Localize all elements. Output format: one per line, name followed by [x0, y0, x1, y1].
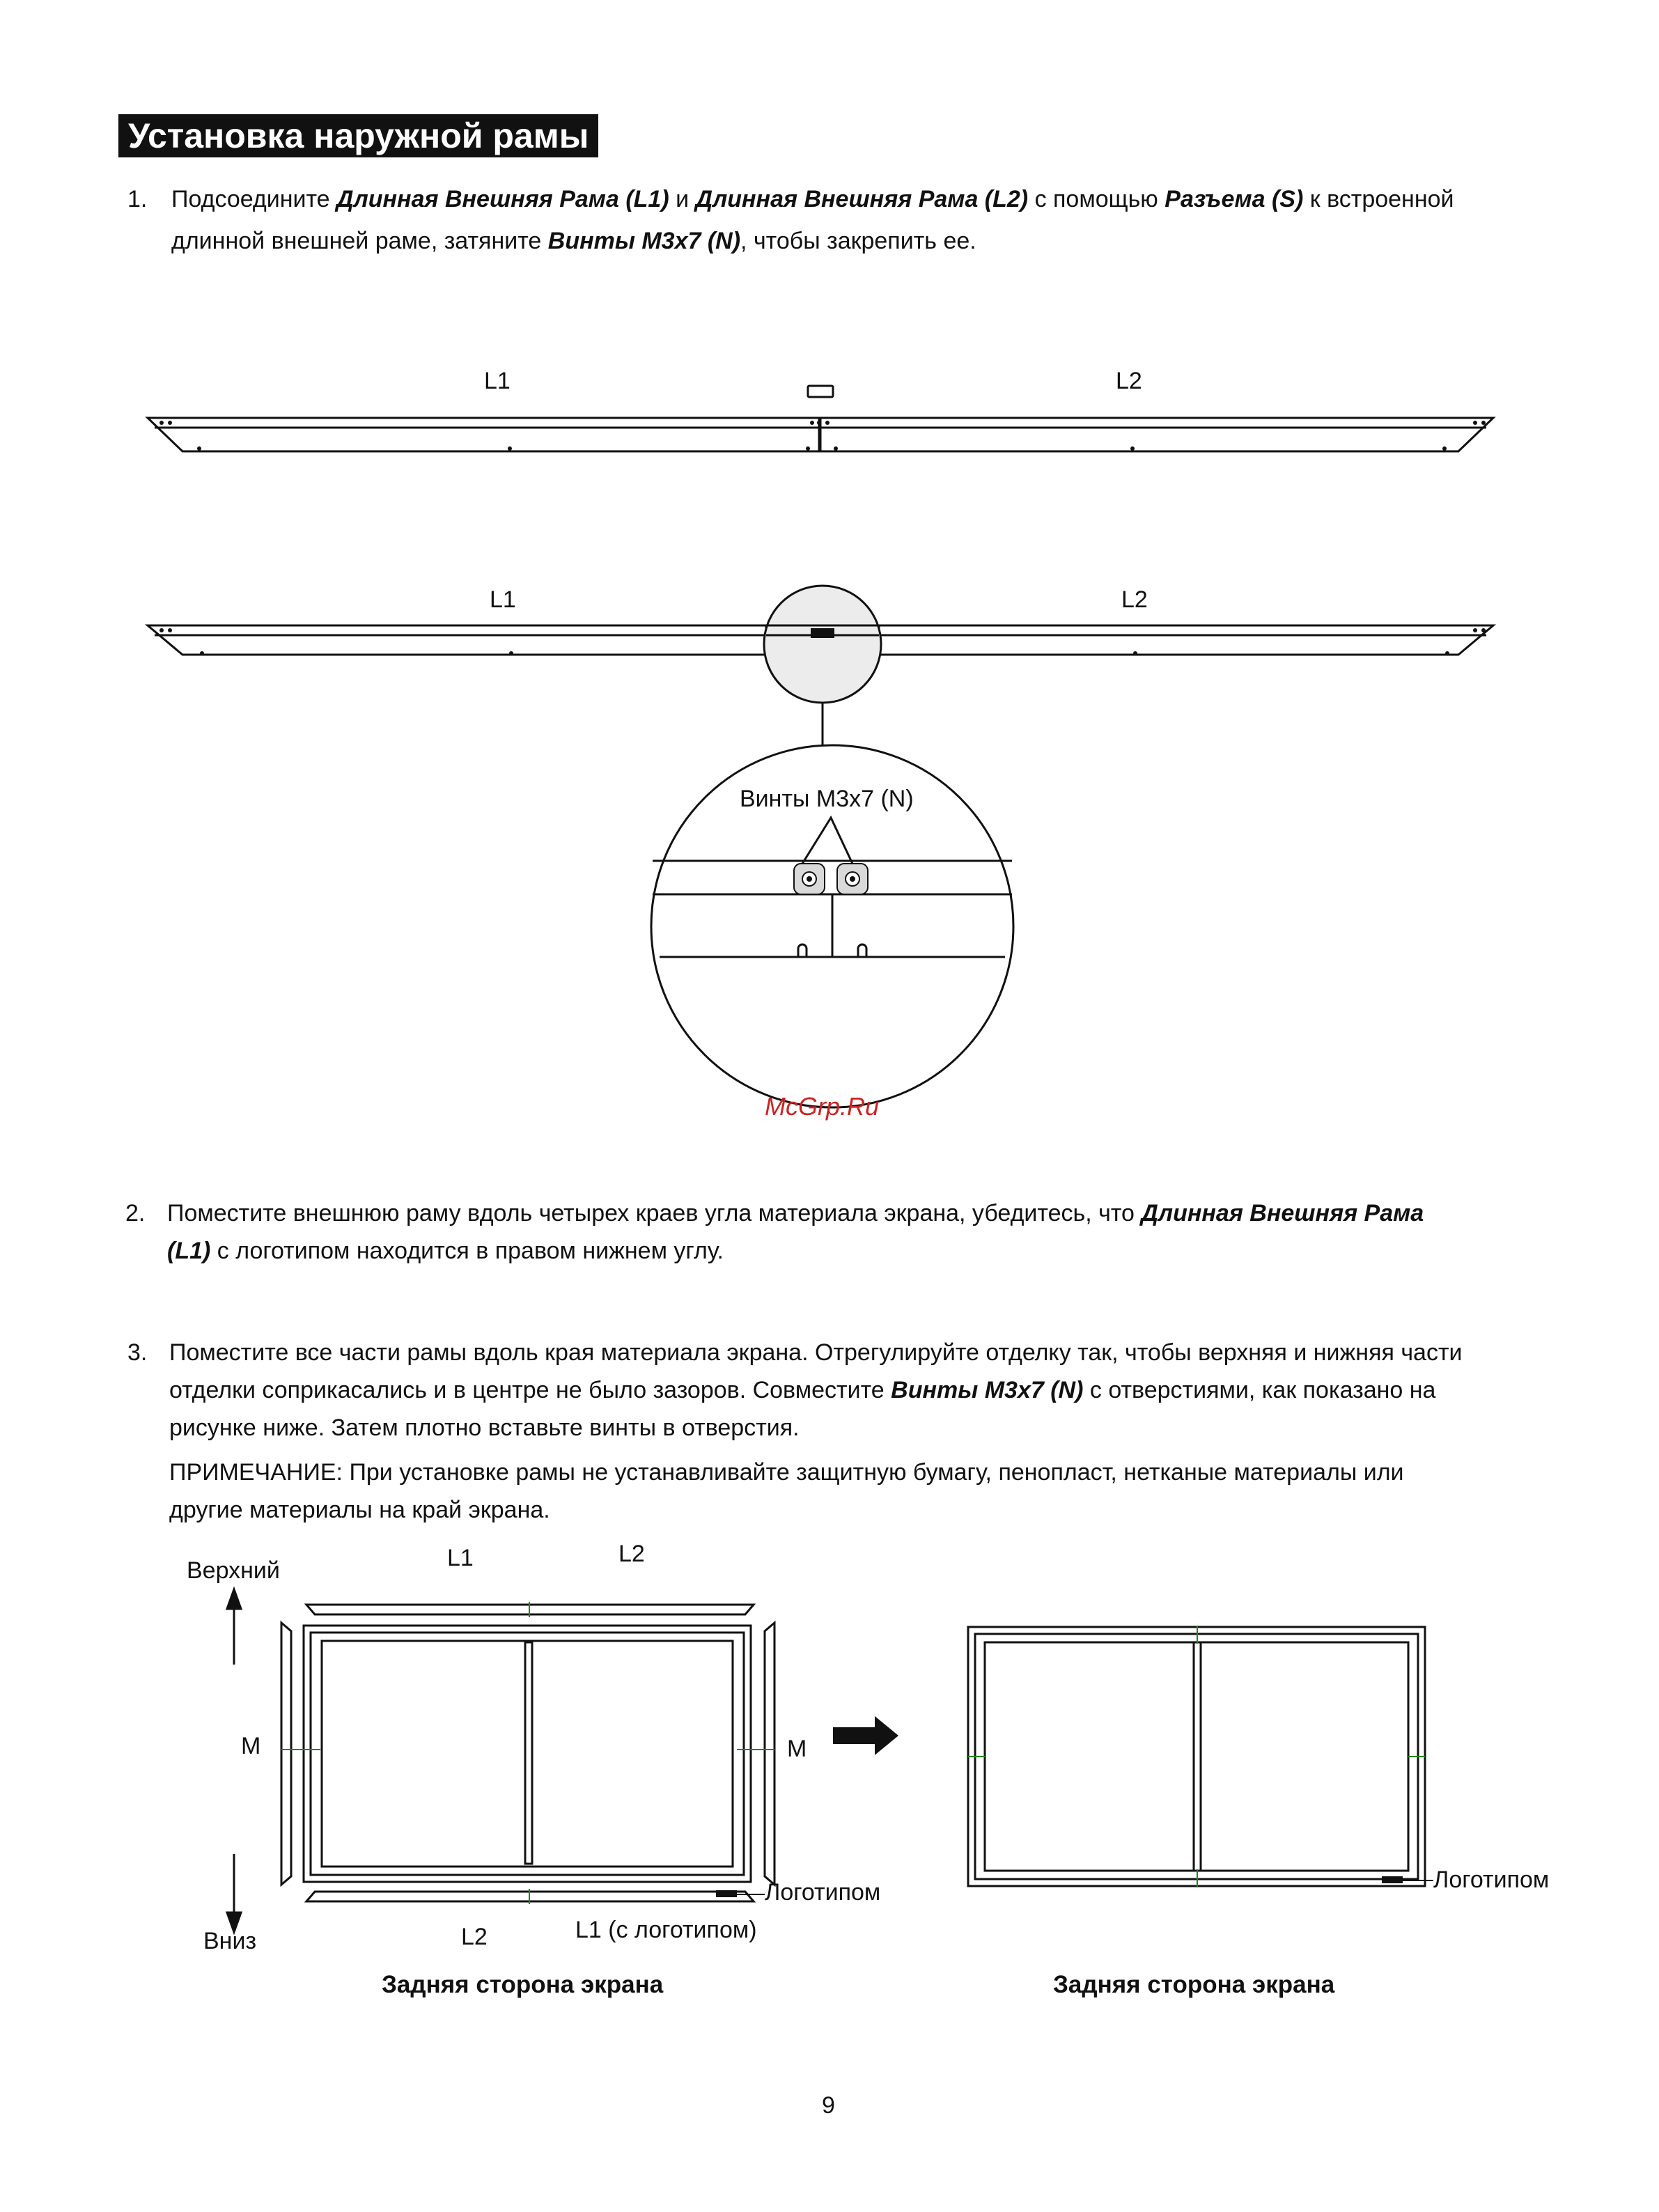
rail-l1-joined — [148, 625, 766, 655]
label-m-left: M — [241, 1733, 261, 1759]
connector-s — [808, 386, 833, 397]
fig2-label-l2: L2 — [1121, 586, 1148, 613]
text-segment: Поместите внешнюю раму вдоль четырех краев угла материала экрана, убедитесь, что — [167, 1200, 1142, 1226]
text-segment: и — [669, 186, 696, 212]
text-segment: длинной внешней раме, затяните — [171, 228, 548, 254]
screws-label: Винты M3x7 (N) — [740, 786, 914, 812]
text-segment: с помощью — [1028, 186, 1165, 212]
emphasis-text: Разъема (S) — [1165, 186, 1304, 212]
step-3-line-1 — [169, 1332, 1463, 1373]
emphasis-text: Длинная Внешняя Рама — [1141, 1200, 1424, 1226]
watermark: McGrp.Ru — [765, 1092, 880, 1121]
step-2-line-2 — [167, 1230, 724, 1272]
emphasis-text: (L1) — [167, 1238, 211, 1264]
text-segment: с отверстиями, как показано на — [1083, 1377, 1436, 1403]
logo-mark-assembled — [1382, 1876, 1403, 1883]
text-segment: отделки соприкасались и в центре не было зазоров. Совместите — [169, 1377, 891, 1403]
step-number: 1. — [127, 186, 148, 212]
label-l2-bottom: L2 — [461, 1924, 488, 1950]
emphasis-text: Длинная Внешняя Рама (L2) — [695, 186, 1029, 212]
screen-back-assembled — [968, 1627, 1425, 1886]
step-3 — [127, 1332, 1590, 1527]
step-3-line-3 — [169, 1407, 800, 1449]
frame-left-rail — [281, 1623, 291, 1885]
step-3-note-1 — [169, 1451, 1404, 1493]
label-logo-exploded: Логотипом — [765, 1879, 881, 1906]
rail-l2-joined — [879, 625, 1493, 655]
label-l1-bottom: L1 (с логотипом) — [575, 1917, 757, 1943]
step-3-line-2 — [169, 1369, 1435, 1411]
step-2 — [125, 1192, 1588, 1269]
screen-back-exploded — [304, 1626, 751, 1882]
step-2-line-1 — [167, 1192, 1424, 1234]
screw-n-right — [837, 864, 868, 894]
arrow-right-icon — [833, 1716, 898, 1755]
caption-assembled: Задняя сторона экрана — [1053, 1971, 1335, 1998]
label-logo-assembled: Логотипом — [1433, 1867, 1550, 1893]
emphasis-text: Винты M3x7 (N) — [547, 228, 741, 254]
label-l1-top: L1 — [447, 1545, 474, 1571]
step-number: 3. — [127, 1339, 148, 1366]
rail-l1-top — [148, 418, 819, 451]
label-top: Верхний — [187, 1557, 280, 1584]
text-segment: Подсоедините — [171, 186, 337, 212]
emphasis-text: Длинная Внешняя Рама (L1) — [336, 186, 669, 212]
text-segment: рисунке ниже. Затем плотно вставьте винты в отверстия. — [169, 1415, 800, 1441]
frame-right-rail — [765, 1623, 774, 1885]
label-bottom: Вниз — [203, 1928, 257, 1954]
fig2-label-l1: L1 — [490, 586, 516, 613]
zoom-area-circle — [764, 586, 881, 703]
fig1-label-l2: L2 — [1116, 368, 1142, 394]
text-segment: ПРИМЕЧАНИЕ: При установке рамы не устанавливайте защитную бумагу, пенопласт, нетканые материалы или — [169, 1459, 1404, 1486]
label-m-right: M — [787, 1736, 807, 1762]
screw-n-left — [794, 864, 825, 894]
text-segment: с логотипом находится в правом нижнем углу. — [210, 1238, 724, 1264]
page-number: 9 — [822, 2092, 835, 2119]
text-segment: Поместите все части рамы вдоль края материала экрана. Отрегулируйте отделку так, чтобы верхняя и нижняя части — [169, 1339, 1463, 1366]
fig1-label-l1: L1 — [484, 368, 511, 394]
label-l2-top: L2 — [618, 1541, 645, 1567]
text-segment: другие материалы на край экрана. — [169, 1497, 550, 1523]
step-number: 2. — [125, 1200, 146, 1226]
logo-mark-exploded — [716, 1890, 737, 1897]
text-segment: к встроенной — [1303, 186, 1454, 212]
step-3-note-2 — [169, 1489, 550, 1531]
rail-l2-top — [820, 418, 1493, 451]
text-segment: , чтобы закрепить ее. — [740, 228, 976, 254]
emphasis-text: Винты M3x7 (N) — [891, 1377, 1084, 1403]
section-title: Установка наружной рамы — [118, 114, 598, 157]
caption-exploded: Задняя сторона экрана — [382, 1971, 664, 1998]
